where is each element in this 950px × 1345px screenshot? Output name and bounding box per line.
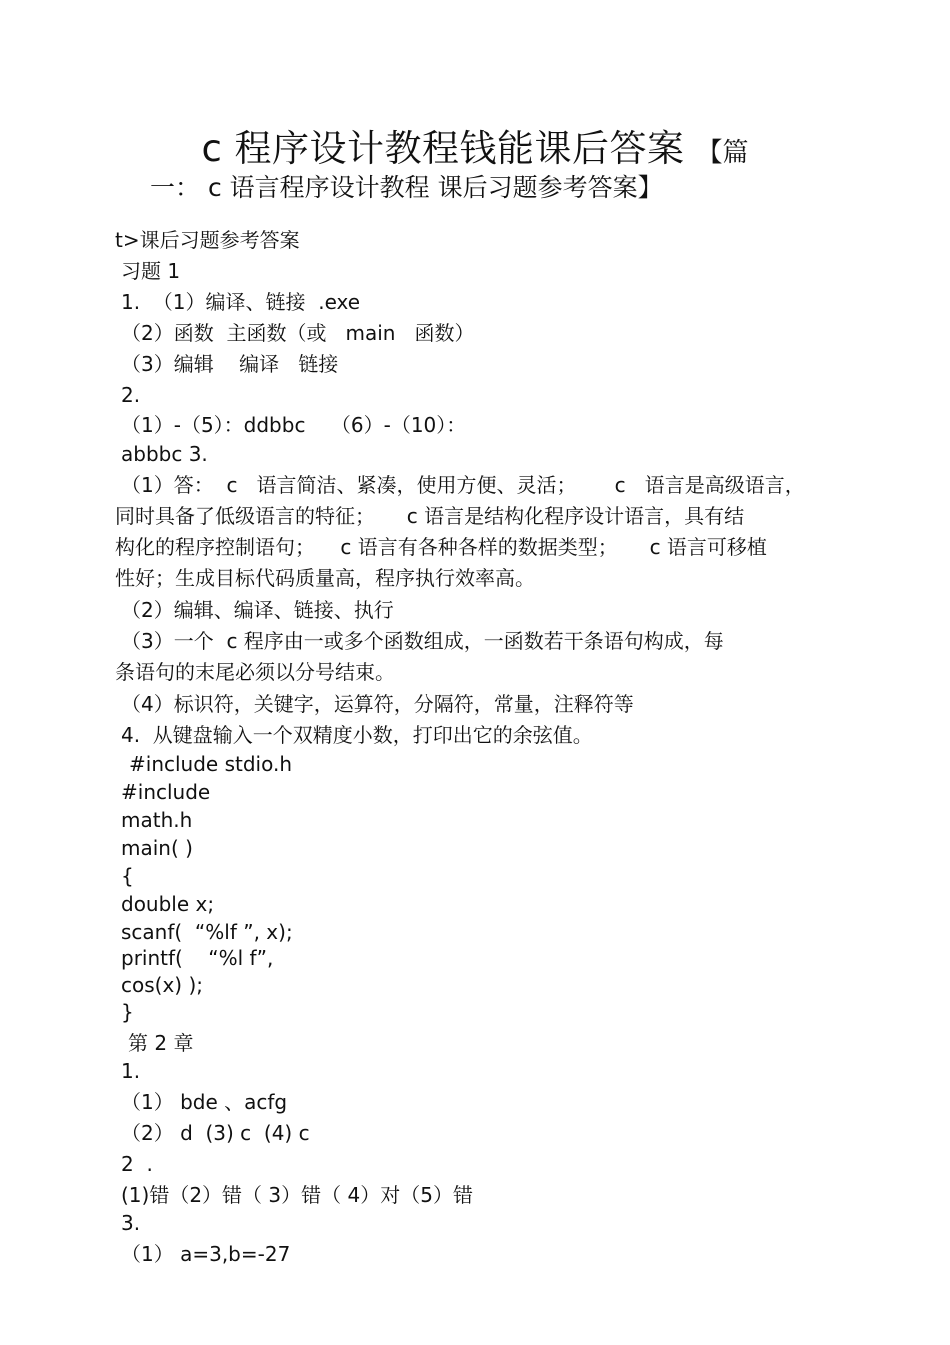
text-line: 性好；生成目标代码质量高，程序执行效率高。 [115,566,535,590]
text-line: （2）函数 主函数（或 main 函数） [121,321,475,345]
title-main: c 程序设计教程钱能课后答案 [201,127,685,170]
text-line: } [121,1000,134,1024]
text-line: 1. [121,1059,141,1083]
text-line: （4）标识符，关键字，运算符，分隔符，常量，注释符等 [121,692,634,716]
text-line: 2. [121,383,141,407]
text-line: 第 2 章 [128,1031,194,1055]
text-line: （1）-（5）：ddbbc （6）-（10）： [121,413,467,437]
text-line: （3）编辑 编译 链接 [121,352,339,376]
text-line: math.h [121,808,193,832]
text-line: abbbc 3. [121,442,208,466]
text-line: 3. [121,1211,141,1235]
document-title [0,118,950,172]
document-subtitle: 一： c 语言程序设计教程 课后习题参考答案】 [150,173,663,202]
title-part1: 【篇 [696,138,749,168]
text-line: 同时具备了低级语言的特征； c 语言是结构化程序设计语言，具有结 [115,504,745,528]
text-line: 2 . [121,1152,153,1176]
text-line: 构化的程序控制语句； c 语言有各种各样的数据类型； c 语言可移植 [115,535,767,559]
text-line: cos(x) ); [121,973,203,997]
text-line: 1. （1）编译、链接 .exe [121,290,361,314]
text-line: （2）编辑、编译、链接、执行 [121,598,394,622]
text-line: scanf( “%lf ”, x); [121,920,293,944]
text-line: { [121,864,134,888]
text-line: #include stdio.h [129,752,293,776]
text-line: （3）一个 c 程序由一或多个函数组成，一函数若干条语句构成，每 [121,629,724,653]
text-line: (1)错（2）错（ 3）错（ 4）对（5）错 [121,1183,473,1207]
text-line: 习题 1 [121,259,181,283]
text-line: （1） bde 、acfg [121,1090,288,1114]
text-line: double x; [121,892,215,916]
text-line: #include [121,780,211,804]
text-line: （1） a=3,b=-27 [121,1242,291,1266]
text-line: 4. 从键盘输入一个双精度小数，打印出它的余弦值。 [121,723,593,747]
text-line: 条语句的末尾必须以分号结束。 [115,660,395,684]
text-line: （1）答： c 语言简洁、紧凑，使用方便、灵活； c 语言是高级语言， [121,473,805,497]
text-line: t>课后习题参考答案 [115,228,300,252]
text-line: （2） d (3) c (4) c [121,1121,310,1145]
text-line: main( ) [121,836,193,860]
text-line: printf( “%l f”, [121,946,274,970]
